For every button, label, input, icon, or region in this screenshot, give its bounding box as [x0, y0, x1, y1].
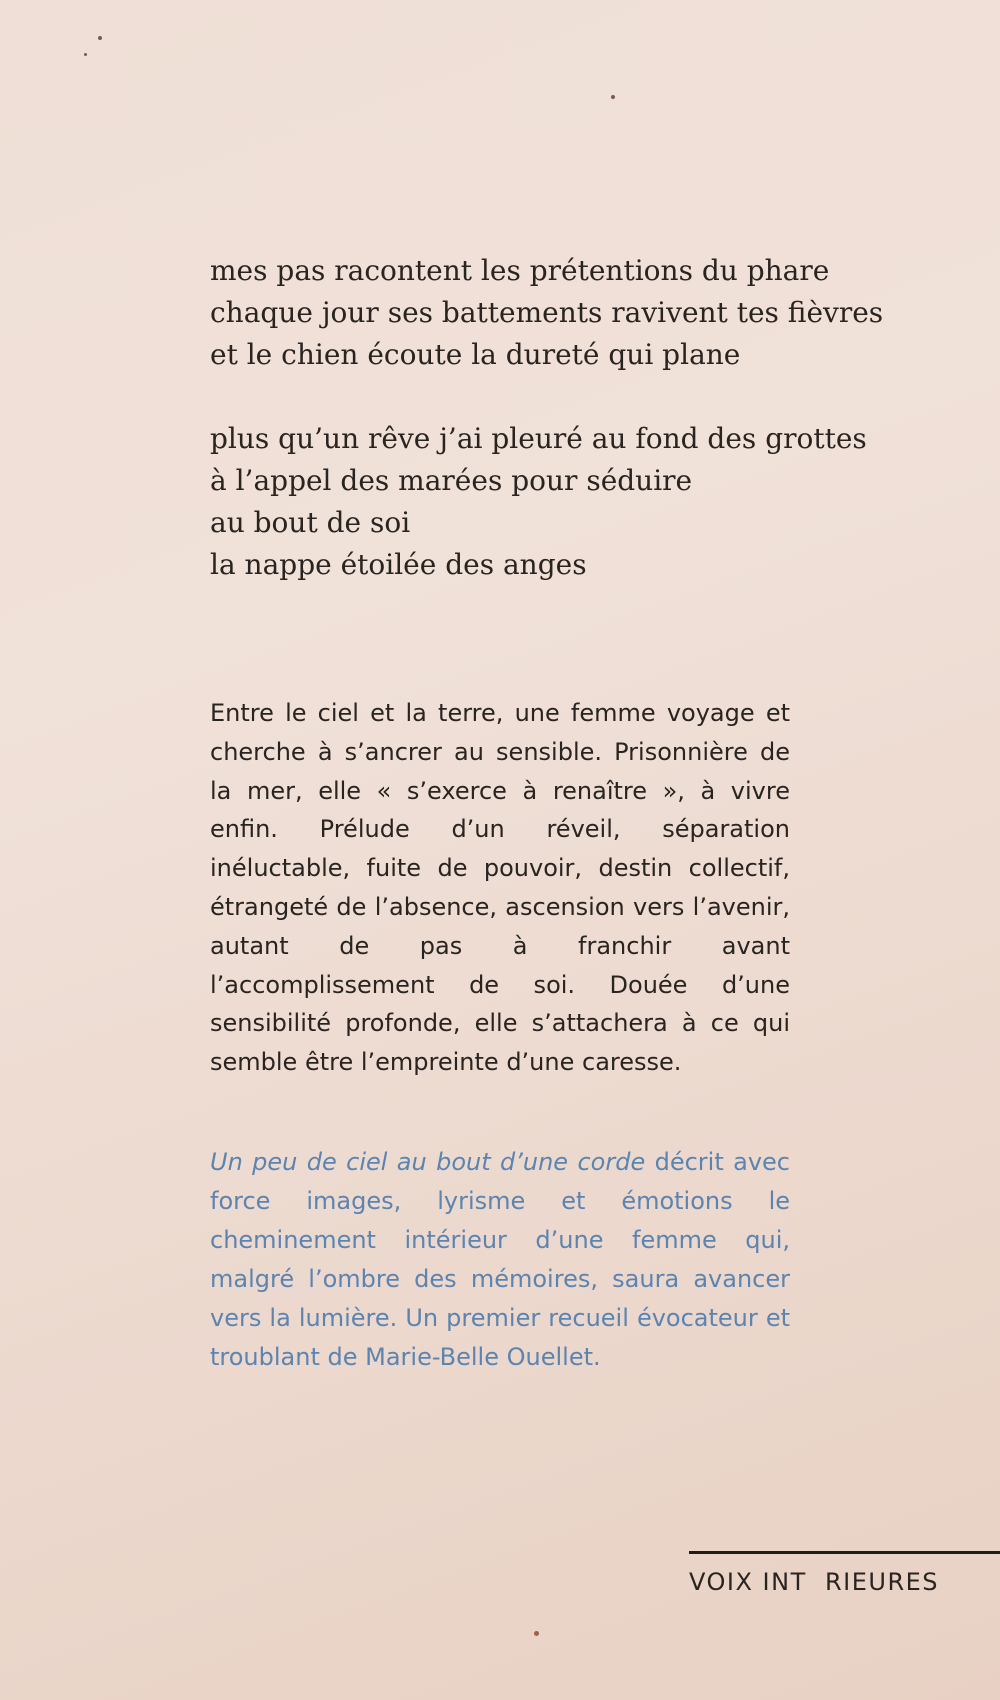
review-text: décrit avec force images, lyrisme et émotions le cheminement intérieur d’une femme qui, malgré l’ombre des mémoires, saura avancer vers la lumière. Un premier recueil évocateur et troublant de Marie-Belle Ouellet. [210, 1148, 790, 1371]
book-review [210, 1143, 790, 1377]
paper-speck [84, 53, 87, 56]
collection-name: VOIX INT RIEURES [689, 1568, 940, 1596]
poem-line: et le chien écoute la dureté qui plane [210, 338, 741, 371]
paper-speck [534, 1631, 539, 1636]
poem-excerpt [210, 250, 910, 628]
poem-line: à l’appel des marées pour séduire [210, 464, 693, 497]
book-title: Un peu de ciel au bout d’une corde [210, 1148, 646, 1176]
poem-stanza-1 [210, 250, 910, 376]
poem-line: au bout de soi [210, 506, 411, 539]
poem-line: chaque jour ses battements ravivent tes fièvres [210, 296, 884, 329]
poem-line: la nappe étoilée des anges [210, 548, 587, 581]
poem-line: plus qu’un rêve j’ai pleuré au fond des grottes [210, 422, 867, 455]
book-description: Entre le ciel et la terre, une femme voyage et cherche à s’ancrer au sensible. Prisonnière de la mer, elle « s’exerce à renaître », à vivre enfin. Prélude d’un réveil, séparation inéluctable, fuite de pouvoir, destin collectif, étrangeté de l’absence, ascension vers l’avenir, autant de pas à franchir avant l’accomplissement de soi. Douée d’une sensibilité profonde, elle s’attachera à ce qui semble être l’empreinte d’une caresse. [210, 699, 790, 1077]
paper-speck [611, 95, 615, 99]
paper-speck [98, 36, 102, 40]
collection-divider [689, 1551, 1000, 1554]
poem-line: mes pas racontent les prétentions du phare [210, 254, 830, 287]
poem-stanza-2 [210, 418, 910, 586]
